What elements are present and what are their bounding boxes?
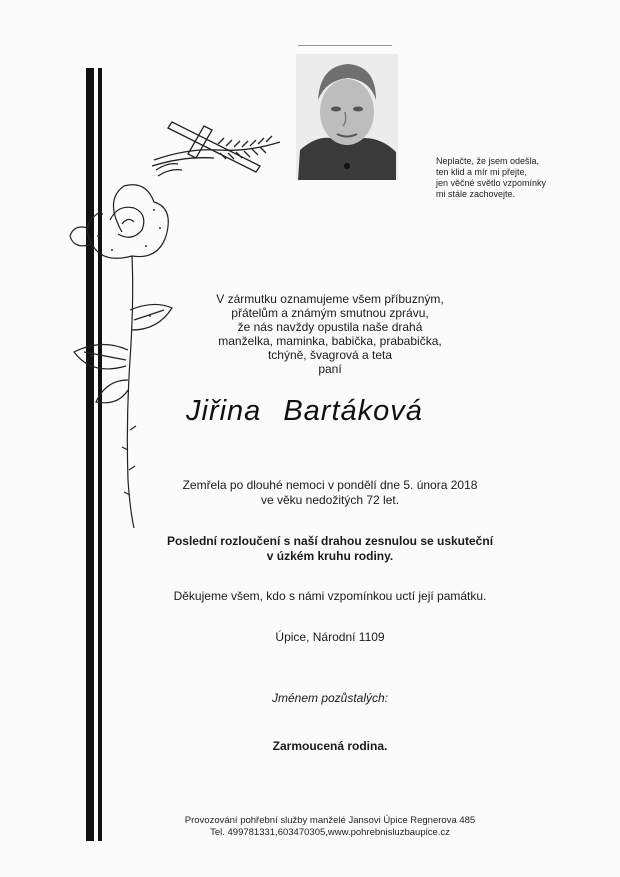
poem-line: Neplačte, že jsem odešla, [436, 156, 540, 166]
funeral-info [100, 534, 560, 564]
on-behalf-text: Jménem pozůstalých: [271, 691, 389, 705]
death-info [100, 478, 560, 508]
last-name: Bartáková [283, 395, 423, 427]
address: Úpice, Národní 1109 [275, 630, 385, 644]
announcement-text [100, 292, 560, 376]
first-name: Jiřina [186, 395, 262, 427]
funeral-line: Poslední rozloučení s naší drahou zesnulou se uskuteční [166, 534, 494, 548]
announcement-line: paní [318, 362, 342, 376]
death-line: ve věku nedožitých 72 let. [260, 493, 400, 507]
funeral-line: v úzkém kruhu rodiny. [266, 549, 394, 563]
poem-line: ten klid a mír mi přejte, [436, 167, 528, 177]
top-rule [298, 45, 392, 46]
poem [436, 156, 546, 200]
footer-contact: Tel. 499781331,603470305,www.pohrebnisluzbaupice.cz [210, 827, 450, 838]
announcement-line: V zármutku oznamujeme všem příbuzným, [216, 292, 444, 306]
deceased-name [186, 395, 445, 428]
portrait-photo [296, 54, 398, 180]
cross-with-wheat-icon [148, 120, 288, 182]
announcement-line: tchýně, švagrová a teta [267, 348, 393, 362]
poem-line: mi stále zachovejte. [436, 189, 516, 199]
death-line: Zemřela po dlouhé nemoci v pondělí dne 5. února 2018 [182, 478, 478, 492]
family-signature: Zarmoucená rodina. [272, 739, 388, 753]
thanks-text: Děkujeme všem, kdo s námi vzpomínkou uctí její památku. [173, 589, 487, 603]
poem-line: jen věčné světlo vzpomínky [436, 178, 547, 188]
footer-line: Provozování pohřební služby manželé Jansovi Úpice Regnerova 485 [184, 815, 476, 826]
announcement-line: že nás navždy opustila naše drahá [237, 320, 423, 334]
announcement-line: přátelům a známým smutnou zprávu, [231, 306, 429, 320]
announcement-line: manželka, maminka, babička, prababička, [218, 334, 442, 348]
